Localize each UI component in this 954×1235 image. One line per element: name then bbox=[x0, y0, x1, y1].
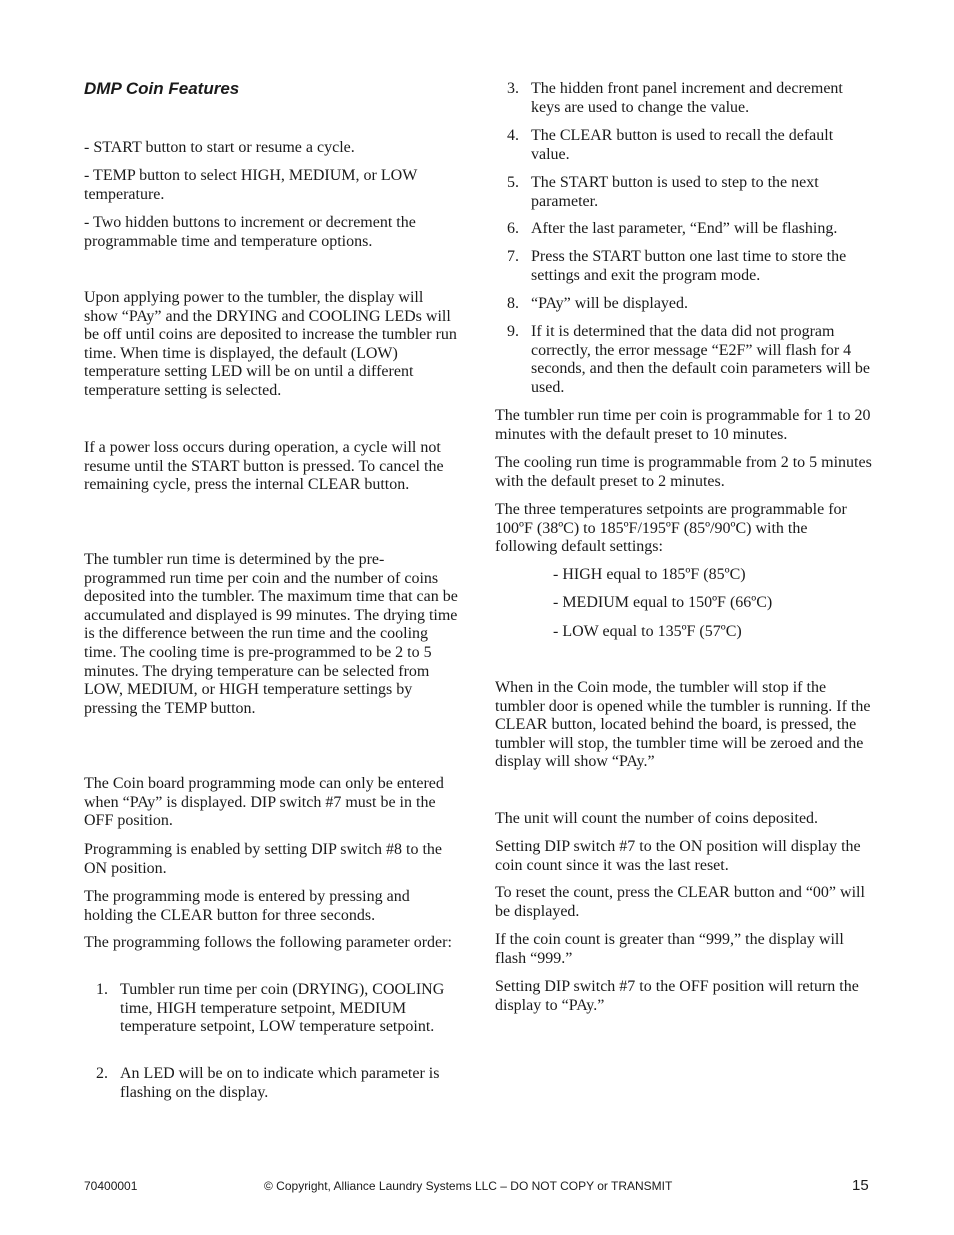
list-text: “PAy” will be displayed. bbox=[531, 295, 689, 312]
dip-on-paragraph: Setting DIP switch #7 to the ON position will display the coin count since it was the last reset. bbox=[495, 838, 861, 874]
document-code: 70400001 bbox=[84, 1179, 138, 1193]
dip-off-paragraph: Setting DIP switch #7 to the OFF position will return the display to “PAy.” bbox=[495, 978, 859, 1014]
list-number: 6. bbox=[507, 220, 519, 237]
prog-mode-paragraph: The Coin board programming mode can only be entered when “PAy” is displayed. DIP switch #7 must be in the OFF position. bbox=[84, 775, 444, 830]
prog-order-paragraph: The programming follows the following parameter order: bbox=[84, 934, 452, 951]
list-number: 1. bbox=[96, 981, 108, 998]
cooling-time-paragraph: The cooling run time is programmable from 2 to 5 minutes with the default preset to 2 minutes. bbox=[495, 454, 872, 490]
start-button-text: - START button to start or resume a cycle. bbox=[84, 139, 355, 156]
list-text: After the last parameter, “End” will be flashing. bbox=[531, 220, 838, 237]
list-text: Tumbler run time per coin (DRYING), COOLING time, HIGH temperature setpoint, MEDIUM temperature setpoint, LOW temperature setpoint. bbox=[120, 981, 445, 1036]
list-number: 8. bbox=[507, 295, 519, 312]
page-number: 15 bbox=[852, 1177, 869, 1194]
run-time-coin-paragraph: The tumbler run time per coin is programmable for 1 to 20 minutes with the default preset to 10 minutes. bbox=[495, 407, 871, 443]
prog-enabled-paragraph: Programming is enabled by setting DIP switch #8 to the ON position. bbox=[84, 841, 443, 877]
reset-paragraph: To reset the count, press the CLEAR button and “00” will be displayed. bbox=[495, 884, 865, 920]
coin-count-paragraph: The unit will count the number of coins deposited. bbox=[495, 810, 819, 827]
power-loss-paragraph: If a power loss occurs during operation, a cycle will not resume until the START button is pressed. To cancel the remaining cycle, press the internal CLEAR button. bbox=[84, 439, 444, 494]
setpoints-paragraph: The three temperatures setpoints are programmable for 100ºF (38ºC) to 185ºF/195ºF (85º/90ºC) with the following default settings: bbox=[495, 501, 847, 556]
copyright-notice: © Copyright, Alliance Laundry Systems LLC – DO NOT COPY or TRANSMIT bbox=[264, 1179, 673, 1193]
list-item bbox=[495, 80, 873, 117]
default-high: - HIGH equal to 185ºF (85ºC) bbox=[553, 566, 746, 583]
list-number: 5. bbox=[507, 174, 519, 191]
prog-entered-paragraph: The programming mode is entered by pressing and holding the CLEAR button for three seconds. bbox=[84, 888, 410, 924]
list-number: 7. bbox=[507, 248, 519, 265]
list-number: 9. bbox=[507, 323, 519, 340]
section-title: DMP Coin Features bbox=[84, 79, 240, 98]
temp-button-text: - TEMP button to select HIGH, MEDIUM, or LOW temperature. bbox=[84, 167, 417, 203]
page-footer bbox=[0, 1177, 954, 1197]
list-item bbox=[495, 323, 873, 397]
list-item bbox=[84, 981, 459, 1037]
list-text: An LED will be on to indicate which parameter is flashing on the display. bbox=[120, 1065, 440, 1101]
list-item bbox=[495, 220, 873, 239]
list-item bbox=[495, 174, 873, 211]
hidden-buttons-text: - Two hidden buttons to increment or decrement the programmable time and temperature options. bbox=[84, 214, 416, 250]
default-medium: - MEDIUM equal to 150ºF (66ºC) bbox=[553, 594, 773, 611]
list-item bbox=[495, 248, 873, 285]
over-count-paragraph: If the coin count is greater than “999,” the display will flash “999.” bbox=[495, 931, 844, 967]
power-up-paragraph: Upon applying power to the tumbler, the display will show “PAy” and the DRYING and COOLING LEDs will be off until coins are deposited to increase the tumbler run time. When time is displayed, the default (LOW) temperature setting LED will be on until a different temperature setting is selected. bbox=[84, 289, 457, 399]
list-text: The CLEAR button is used to recall the default value. bbox=[531, 127, 834, 163]
list-item bbox=[84, 1065, 459, 1102]
list-text: Press the START button one last time to store the settings and exit the program mode. bbox=[531, 248, 847, 284]
default-low: - LOW equal to 135ºF (57ºC) bbox=[553, 623, 742, 640]
run-time-paragraph: The tumbler run time is determined by the pre-programmed run time per coin and the number of coins deposited into the tumbler. The maximum time that can be accumulated and displayed is 99 minutes. The drying time is the difference between the run time and the cooling time. The cooling time is pre-programmed to be 2 to 5 minutes. The drying temperature can be selected from LOW, MEDIUM, or HIGH temperature settings by pressing the TEMP button. bbox=[84, 551, 458, 717]
list-text: If it is determined that the data did not program correctly, the error message “E2F” will flash for 4 seconds, and then the default coin parameters will be used. bbox=[531, 323, 870, 396]
list-number: 2. bbox=[96, 1065, 108, 1082]
list-number: 3. bbox=[507, 80, 519, 97]
list-number: 4. bbox=[507, 127, 519, 144]
list-text: The hidden front panel increment and decrement keys are used to change the value. bbox=[531, 80, 843, 116]
coin-mode-paragraph: When in the Coin mode, the tumbler will stop if the tumbler door is opened while the tumbler is running. If the CLEAR button, located behind the board, is pressed, the tumbler will stop, the tumbler time will be zeroed and the display will show “PAy.” bbox=[495, 679, 871, 771]
list-item bbox=[495, 127, 873, 164]
list-text: The START button is used to step to the next parameter. bbox=[531, 174, 819, 210]
list-item bbox=[495, 295, 873, 314]
